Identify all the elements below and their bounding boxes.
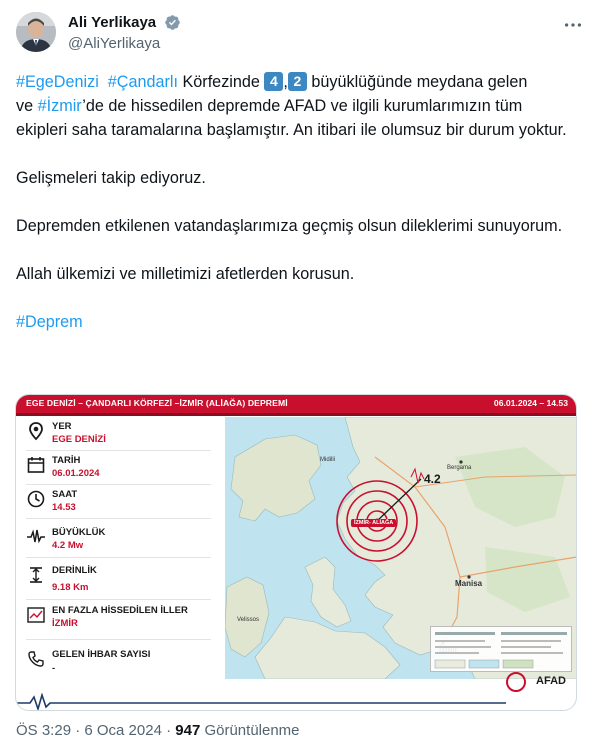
phone-icon — [26, 649, 46, 669]
info-label: TARİH — [52, 455, 81, 466]
image-date: 06.01.2024 – 14.53 — [493, 398, 568, 408]
hashtag-deprem[interactable]: #Deprem — [16, 313, 83, 331]
tweet-paragraph-4: Allah ülkemizi ve milletimizi afetlerden korusun. — [16, 265, 355, 283]
text-fragment: büyüklüğünde meydana gelen — [306, 73, 528, 91]
map-label-bergama: Bergama — [447, 465, 472, 471]
info-label: DERİNLİK — [52, 565, 97, 576]
tweet-paragraph-3: Depremden etkilenen vatandaşlarımıza geçmiş olsun dileklerimi sunuyorum. — [16, 217, 563, 235]
afad-logo: AFAD — [536, 675, 566, 687]
avatar[interactable] — [16, 12, 56, 52]
info-value: 06.01.2024 — [52, 468, 100, 479]
title-underline — [16, 413, 577, 416]
more-options-icon[interactable] — [562, 14, 584, 36]
calendar-icon — [26, 455, 46, 475]
image-title: EGE DENİZİ – ÇANDARLI KÖRFEZİ –İZMİR (ALİAĞA) DEPREMİ — [26, 398, 288, 408]
legend-graphic — [431, 627, 573, 673]
epicenter-tag: İZMİR- ALİAĞA — [351, 519, 396, 527]
map-label-manisa: Manisa — [455, 579, 483, 588]
tweet-paragraph-1 — [16, 70, 576, 142]
hashtag-candarli[interactable]: #Çandarlı — [107, 73, 178, 91]
info-label: EN FAZLA HİSSEDİLEN İLLER — [52, 605, 188, 616]
views-label: Görüntülenme — [200, 722, 300, 739]
text-fragment: Körfezinde — [178, 73, 265, 91]
hashtag-egedenizi[interactable]: #EgeDenizi — [16, 73, 99, 91]
tweet-meta — [16, 722, 300, 739]
author-name[interactable]: Ali Yerlikaya — [68, 14, 157, 31]
info-value: İZMİR — [52, 618, 78, 629]
info-label: GELEN İHBAR SAYISI — [52, 649, 151, 660]
tweet-image[interactable] — [15, 394, 577, 711]
info-value: 14.53 — [52, 502, 76, 513]
tweet-timestamp[interactable]: ÖS 3:29 · 6 Oca 2024 · — [16, 722, 176, 739]
keycap-digit-2: 2 — [288, 72, 307, 91]
epicenter-map — [225, 417, 577, 679]
image-title-bar — [16, 395, 577, 413]
info-label: YER — [52, 421, 72, 432]
author-handle[interactable]: @AliYerlikaya — [68, 35, 161, 52]
info-value: EGE DENİZİ — [52, 434, 106, 445]
text-fragment: ve — [16, 97, 38, 115]
view-count: 947 — [175, 722, 201, 739]
avatar-image — [16, 12, 56, 52]
info-label: SAAT — [52, 489, 78, 500]
seismic-wave-line — [16, 693, 577, 711]
depth-icon — [26, 565, 46, 585]
government-seal-icon — [506, 672, 526, 692]
clock-icon — [26, 489, 46, 509]
info-value: 9.18 Km — [52, 582, 89, 593]
map-legend — [430, 626, 572, 672]
text-fragment: ’de de hissedilen depremde AFAD ve ilgili kurumlarımızın tüm ekipleri saha taramalarına başlamıştır. An itibari ile olumsuz bir durum yoktur. — [16, 97, 567, 139]
seismograph-icon — [26, 527, 46, 547]
info-label: BÜYÜKLÜK — [52, 527, 106, 538]
text-fragment: , — [283, 73, 288, 91]
verified-badge-icon — [164, 14, 181, 31]
map-label-midilli: Midilli — [320, 457, 335, 463]
info-value: 4.2 Mw — [52, 540, 84, 551]
keycap-digit-4: 4 — [264, 72, 283, 91]
map-label-velissos: Velissos — [237, 617, 260, 623]
location-pin-icon — [26, 421, 46, 441]
tweet-paragraph-2: Gelişmeleri takip ediyoruz. — [16, 169, 206, 187]
hashtag-izmir[interactable]: #İzmir — [37, 97, 83, 115]
tweet-text — [16, 70, 576, 334]
city-map-icon — [26, 605, 46, 625]
info-value: - — [52, 663, 56, 674]
map-magnitude: 4.2 — [424, 472, 441, 486]
